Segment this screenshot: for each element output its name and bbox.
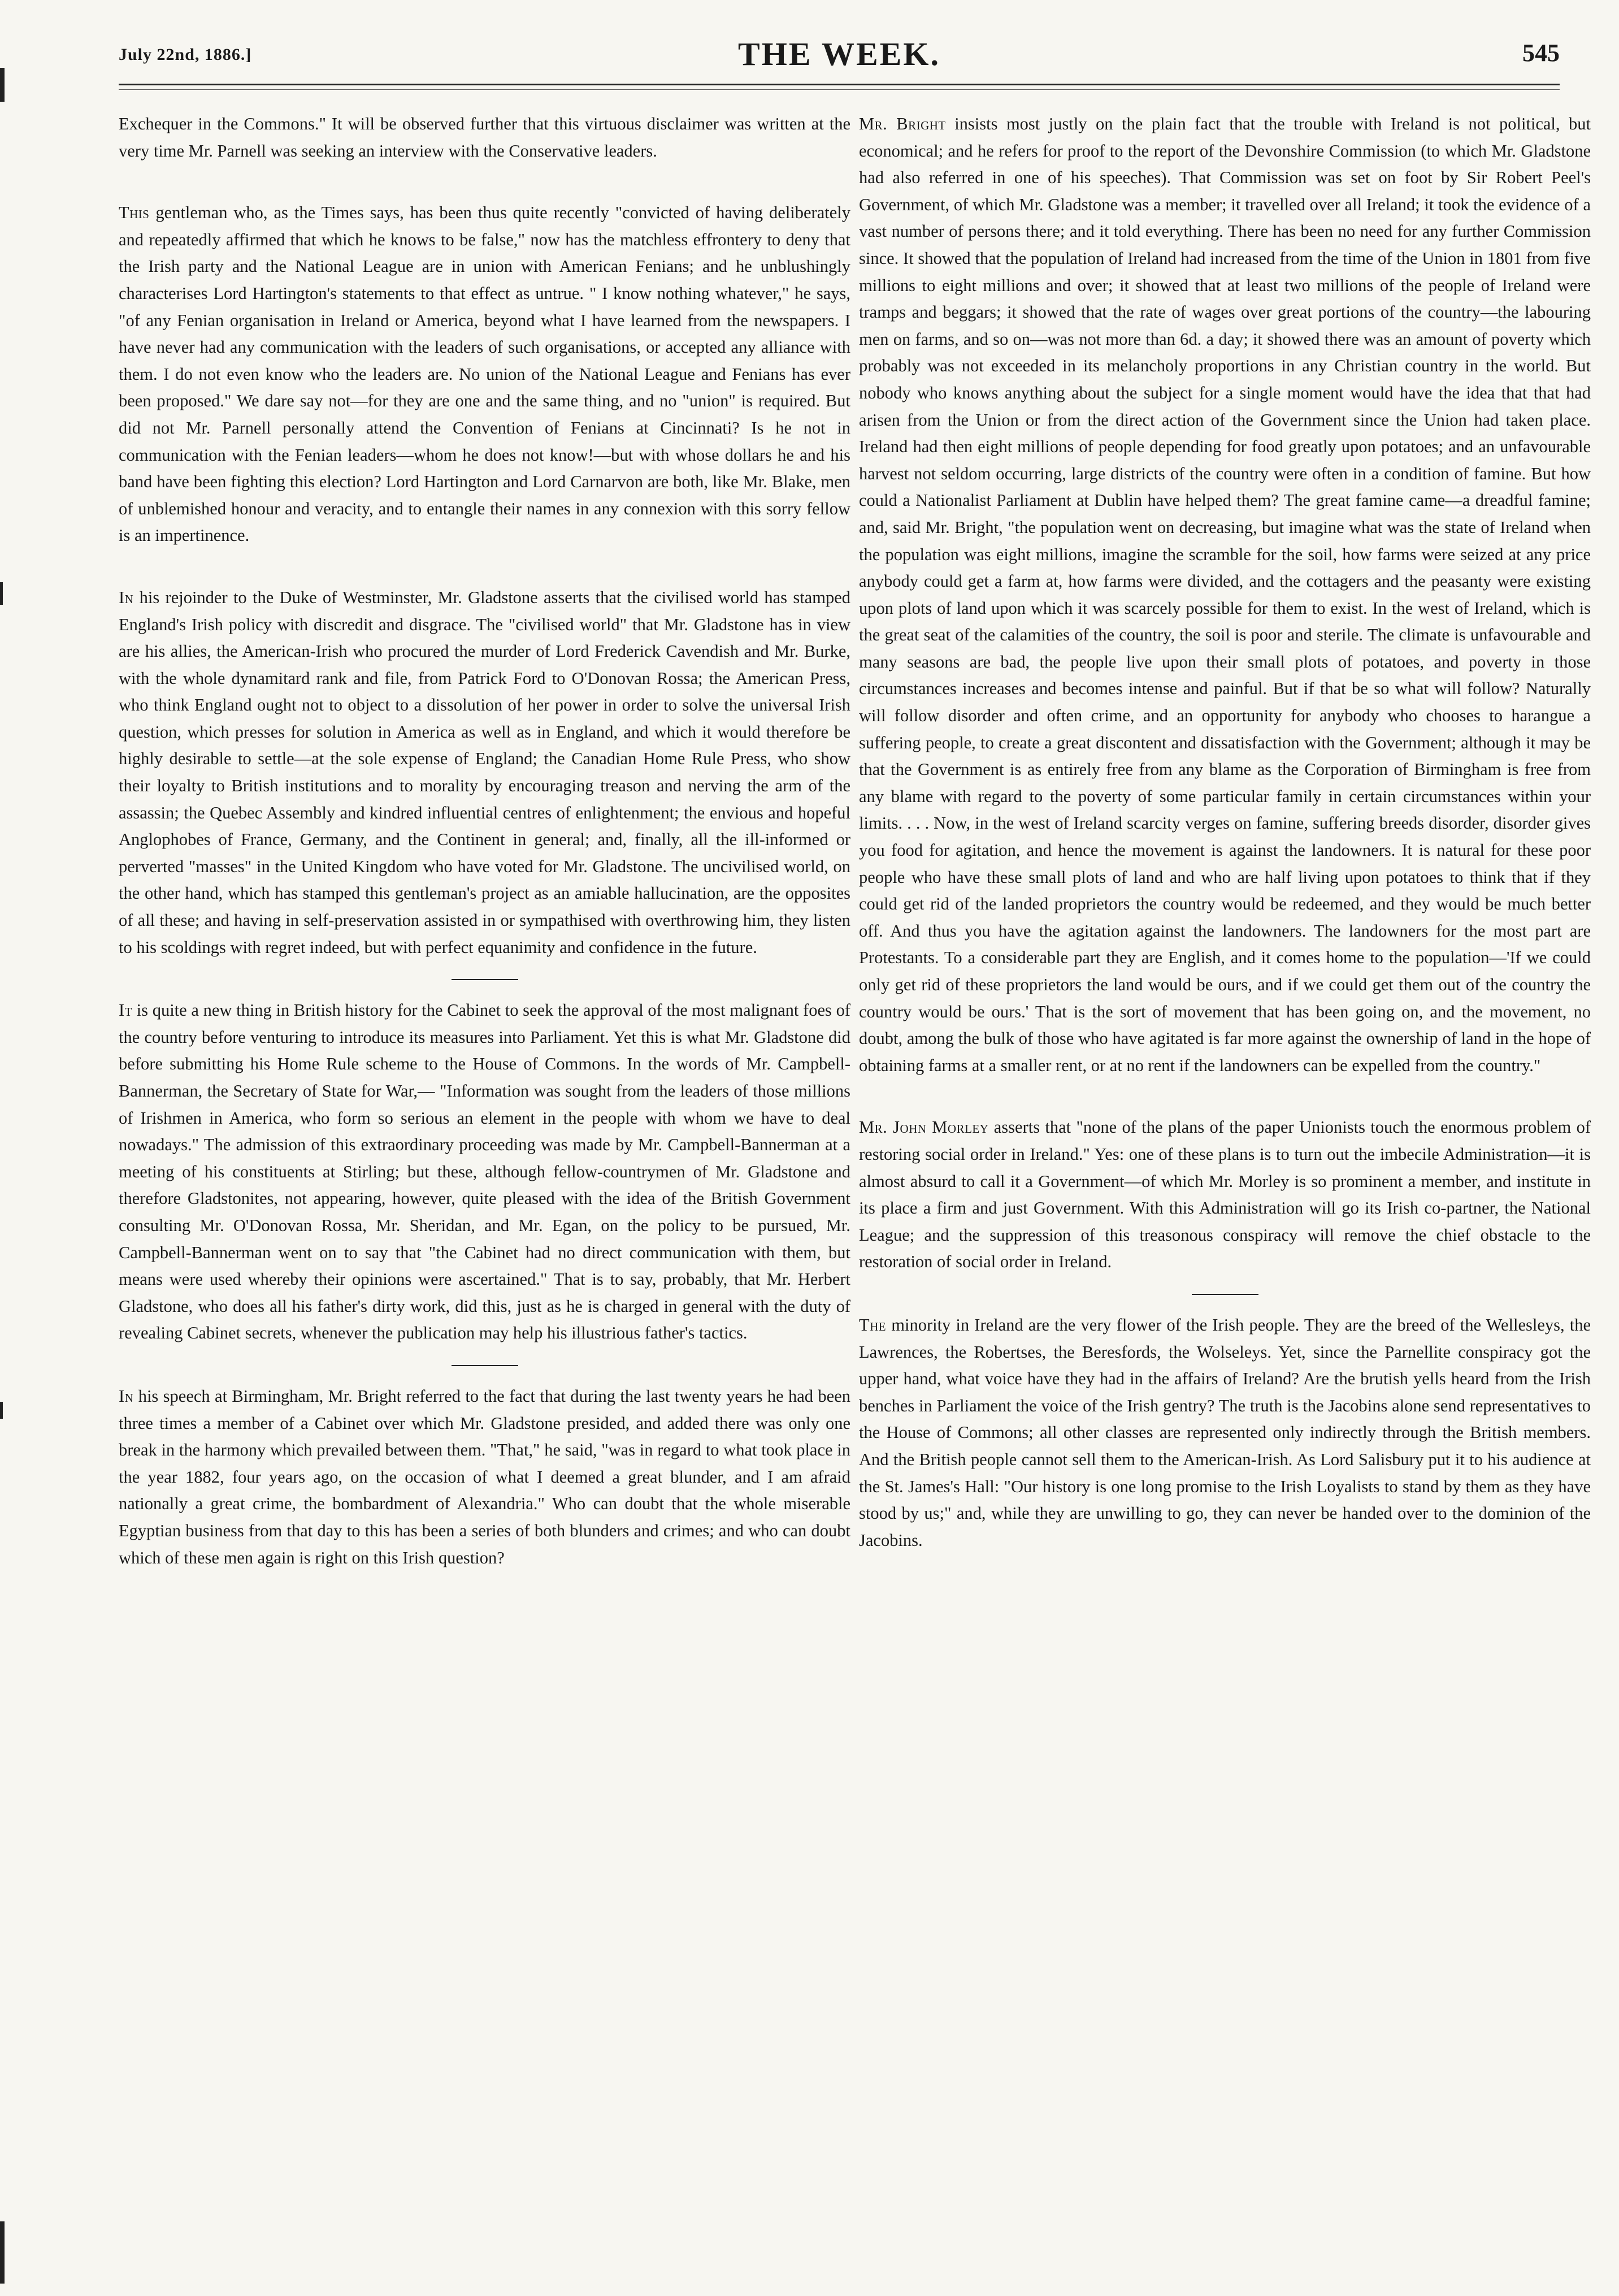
scan-edge-mark <box>0 1402 3 1419</box>
paragraph-text: insists most justly on the plain fact that the trouble with Ireland is not political, but economical; and he refers for proof to the report of the Devonshire Commission (to which Mr. Gladstone had also referred in one of his speeches). That Commission was set on foot by Sir Robert Peel's Government, of which Mr. Gladstone was a member; it travelled over all Ireland; it took the evidence of a vast number of persons there; and it told everything. There has been no need for any further Commission since. It showed that the population of Ireland had increased from the time of the Union in 1801 from five millions to eight millions and over; it showed that at least two millions of the people of Ireland were tramps and beggars; it showed that the rate of wages over great portions of the country—the labouring men on farms, and so on—was not more than 6d. a day; it showed there was an amount of poverty which probably was not exceeded in its melancholy proportions in any Christian country in the world. But nobody who knows anything about the subject for a single moment would have the idea that that had arisen from the Union or from the direct action of the Government since the Union had taken place. Ireland had then eight millions of people depending for food greatly upon potatoes; and an unfavourable harvest not seldom occurring, large districts of the country were often in a condition of famine. But how could a Nationalist Parliament at Dublin have helped them? The great famine came—a dreadful famine; and, said Mr. Bright, "the population went on decreasing, but imagine what was the state of Ireland when the population was eight millions, imagine the scramble for the soil, how farms were seized at any price anybody could get a farm at, how farms were divided, and the cottagers and the peasanty were existing upon plots of land upon which it was scarcely possible for them to exist. In the west of Ireland, which is the great seat of the calamities of the country, the soil is poor and sterile. The climate is unfavourable and many seasons are bad, the people live upon their small plots of potatoes, and poverty in those circumstances increases and becomes intense and painful. But if that be so what will follow? Naturally will follow disorder and often crime, and an opportunity for anybody who chooses to harangue a suffering people, to create a great discontent and dissatisfaction with the Government; although it may be that the Government is as entirely free from any blame as the Corporation of Birmingham is free from any blame with regard to the poverty of some particular family in certain circumstances within your limits. . . . Now, in the west of Ireland scarcity verges on famine, suffering breeds disorder, disorder gives you food for agitation, and hence the movement is against the landowners. It is natural for these poor people who have these small plots of land and who are half living upon potatoes to think that if they could get rid of the landed proprietors the country would be redeemed, and they would be much better off. And thus you have the agitation against the landowners. The landowners for the most part are Protestants. To a considerable part they are English, and it comes home to the population—'If we could only get rid of these proprietors the land would be ours, and if we could get them out of the country the country would be ours.' That is the sort of movement that has been going on, and the movement, no doubt, among the bulk of those who have agitated is far more against the ownership of land in the hope of obtaining farms at a smaller rent, or at no rent if the landowners can be expelled from the country." <box>859 114 1591 1075</box>
lead-word: In <box>119 1386 134 1406</box>
header-rule <box>119 84 1560 85</box>
paragraph-fenians <box>119 200 850 549</box>
section-divider <box>1192 1294 1258 1295</box>
section-divider <box>452 979 518 980</box>
paragraph-morley <box>859 1114 1591 1276</box>
left-column <box>119 111 850 1571</box>
page-number: 545 <box>1522 39 1560 67</box>
paragraph-text: his speech at Birmingham, Mr. Bright referred to the fact that during the last twenty years he had been three times a member of a Cabinet over which Mr. Gladstone presided, and added there was only one break in the harmony which prevailed between them. "That," he said, "was in regard to what took place in the year 1882, four years ago, on the occasion of what I deemed a great blunder, and I am afraid nationally a great crime, the bombardment of Alexandria." Who can doubt that the whole miserable Egyptian business from that day to this has been a series of both blunders and crimes; and who can doubt which of these men again is right on this Irish question? <box>119 1386 850 1567</box>
header-rule-thin <box>119 89 1560 90</box>
section-divider <box>452 1365 518 1366</box>
scan-edge-mark <box>0 2221 5 2284</box>
lead-word: In <box>119 587 134 607</box>
paragraph-text: gentleman who, as the Times says, has been thus quite recently "convicted of having deliberately and repeatedly affirmed that which he knows to be false," now has the matchless effrontery to deny that the Irish party and the National League are in union with American Fenians; and he unblushingly characterises Lord Hartington's statements to that effect as untrue. " I know nothing whatever," he says, "of any Fenian organisation in Ireland or America, beyond what I have learned from the newspapers. I have never had any communication with the leaders of such organisations, or accepted any alliance with them. I do not even know who the leaders are. No union of the National League and Fenians has ever been proposed." We dare say not—for they are one and the same thing, and no "union" is required. But did not Mr. Parnell personally attend the Convention of Fenians at Cincinnati? Is he not in communication with the Fenian leaders—whom he does not know!—but with whose dollars he and his band have been fighting this election? Lord Hartington and Lord Carnarvon are both, like Mr. Blake, men of unblemished honour and veracity, and to entangle their names in any connexion with this sorry fellow is an impertinence. <box>119 203 850 545</box>
paragraph-birmingham <box>119 1383 850 1571</box>
paragraph-civilised-world <box>119 584 850 961</box>
paragraph-text: is quite a new thing in British history for the Cabinet to seek the approval of the most malignant foes of the country before venturing to introduce its measures into Parliament. Yet this is what Mr. Gladstone did before submitting his Home Rule scheme to the House of Commons. In the words of Mr. Campbell-Bannerman, the Secretary of State for War,— "Information was sought from the leaders of those millions of Irishmen in America, who form so serious an element in the people with whom we have to deal nowadays." The admission of this extraordinary proceeding was made by Mr. Campbell-Bannerman at a meeting of his constituents at Stirling; but these, although fellow-countrymen of Mr. Gladstone and therefore Gladstonites, not appearing, however, quite pleased with the idea of the British Government consulting Mr. O'Donovan Rossa, Mr. Sheridan, and Mr. Egan, on the policy to be pursued, Mr. Campbell-Bannerman went on to say that "the Cabinet had no direct communication with them, but means were used whereby their opinions were ascertained." That is to say, probably, that Mr. Herbert Gladstone, who does all his father's dirty work, did this, just as he is charged in general with the duty of revealing Cabinet secrets, whenever the publication may help his illustrious father's tactics. <box>119 1000 850 1343</box>
lead-word: Mr. John Morley <box>859 1117 989 1137</box>
paragraph-exchequer: Exchequer in the Commons." It will be observed further that this virtuous disclaimer was written at the very time Mr. Parnell was seeking an interview with the Conservative leaders. <box>119 114 850 161</box>
scan-edge-mark <box>0 582 3 605</box>
paragraph-cabinet <box>119 997 850 1347</box>
paragraph-text: asserts that "none of the plans of the paper Unionists touch the enormous problem of restoring social order in Ireland." Yes: one of these plans is to turn out the imbecile Administration—it is almost absurd to call it a Government—of which Mr. Morley is so prominent a member, and institute in its place a firm and just Government. With this Administration will go its Irish co-partner, the National League; and the suppression of this treasonous conspiracy will remove the chief obstacle to the restoration of social order in Ireland. <box>859 1117 1591 1272</box>
paragraph-bright <box>859 111 1591 1079</box>
publication-title: THE WEEK. <box>738 36 940 72</box>
issue-date: July 22nd, 1886.] <box>119 45 252 64</box>
lead-word: The <box>859 1315 887 1335</box>
page-header <box>119 35 1560 79</box>
paragraph-text: his rejoinder to the Duke of Westminster, Mr. Gladstone asserts that the civilised world has stamped England's Irish policy with discredit and disgrace. The "civilised world" that Mr. Gladstone has in view are his allies, the American-Irish who procured the murder of Lord Frederick Cavendish and Mr. Burke, with the whole dynamitard rank and file, from Patrick Ford to O'Donovan Rossa; the American Press, who think England ought not to object to a dissolution of her power in order to solve the universal Irish question, which presses for solution in America as well as in England, and which it would therefore be highly desirable to settle—at the sole expense of England; the Canadian Home Rule Press, who show their loyalty to British institutions and to morality by encouraging treason and nerving the arm of the assassin; the Quebec Assembly and kindred influential centres of enlightenment; the envious and hopeful Anglophobes of France, Germany, and the Continent in general; and, finally, all the ill-informed or perverted "masses" in the United Kingdom who have voted for Mr. Gladstone. The uncivilised world, on the other hand, which has stamped this gentleman's project as an amiable hallucination, are the opposites of all these; and having in self-preservation assisted in or sympathised with overthrowing him, they listen to his scoldings with regret indeed, but with perfect equanimity and confidence in the future. <box>119 587 850 957</box>
paragraph-text: minority in Ireland are the very flower of the Irish people. They are the breed of the Wellesleys, the Lawrences, the Robertses, the Beresfords, the Wolseleys. Yet, since the Parnellite conspiracy got the upper hand, what voice have they had in the affairs of Ireland? Are the brutish yells heard from the Irish benches in Parliament the voice of the Irish gentry? The truth is the Jacobins alone send representatives to the House of Commons; all other classes are represented only indirectly through the British members. And the British people cannot sell them to the American-Irish. As Lord Salisbury put it to his audience at the St. James's Hall: "Our history is one long promise to the Irish Loyalists to stand by them as they have stood by us;" and, while they are unwilling to go, they can never be handed over to the dominion of the Jacobins. <box>859 1315 1591 1550</box>
right-column <box>859 111 1591 1554</box>
lead-word: This <box>119 203 150 223</box>
paragraph-minority <box>859 1312 1591 1554</box>
lead-word: Mr. Bright <box>859 114 946 133</box>
lead-word: It <box>119 1000 132 1020</box>
scan-edge-mark <box>0 68 5 102</box>
